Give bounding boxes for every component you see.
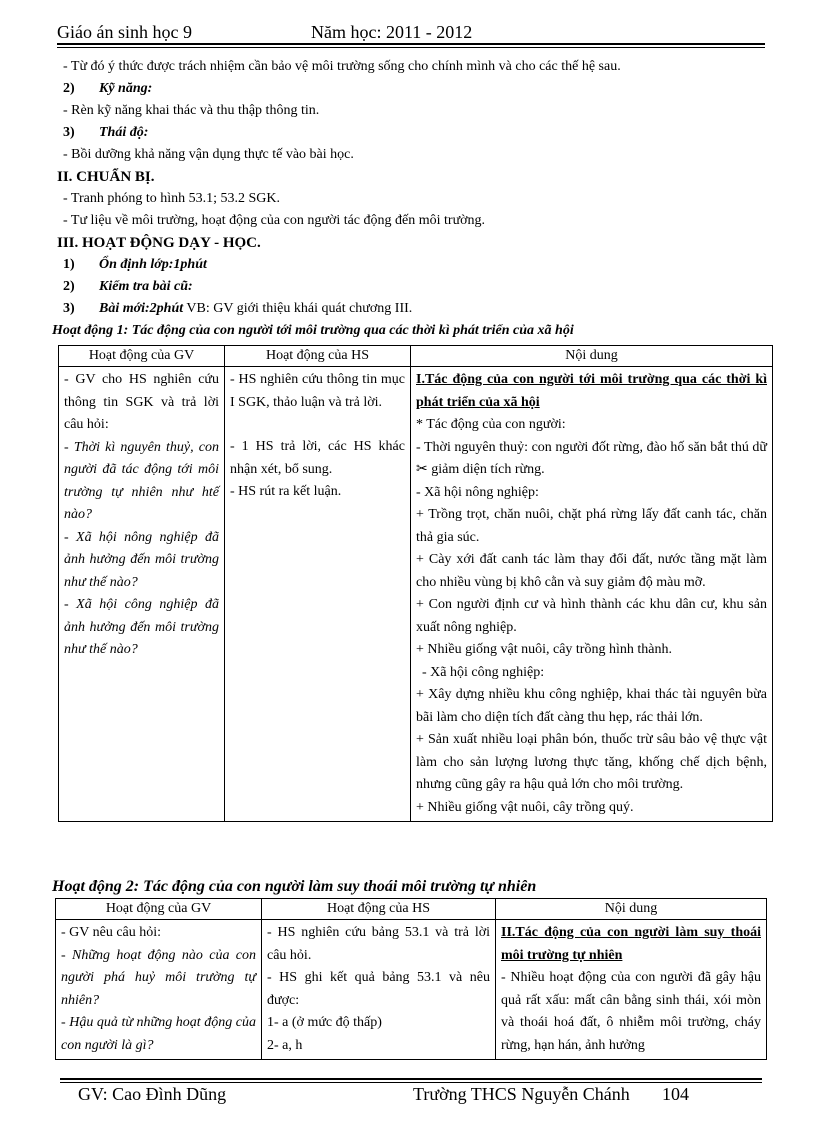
content-title: II.Tác động của con người làm suy thoái môi trường tự nhiên [501, 925, 761, 963]
activity-2-title: Hoạt động 2: Tác động của con người làm suy thoái môi trường tự nhiên [52, 878, 537, 895]
footer-divider [60, 1078, 762, 1080]
skills-heading: 2) Kỹ năng: [63, 81, 153, 96]
attitude-text: - Bồi dưỡng khả năng vận dụng thực tế vào bài học. [63, 147, 354, 162]
header-divider [57, 43, 765, 45]
column-header: Nội dung [496, 899, 767, 920]
skills-text: - Rèn kỹ năng khai thác và thu thập thông tin. [63, 103, 320, 118]
activity-1-table [58, 345, 773, 822]
school-year: Năm học: 2011 - 2012 [311, 22, 473, 42]
school-name: Trường THCS Nguyễn Chánh [413, 1084, 630, 1104]
subject-title: Giáo án sinh học 9 [57, 22, 192, 42]
attitude-heading: 3) Thái độ: [63, 125, 149, 140]
header-divider-thin [57, 47, 765, 48]
column-header: Hoạt động của HS [225, 346, 411, 367]
section-activities-title: III. HOẠT ĐỘNG DẠY - HỌC. [57, 235, 261, 251]
lesson-body [52, 56, 769, 342]
preparation-item: - Tư liệu về môi trường, hoạt động của con người tác động đến môi trường. [63, 213, 486, 228]
column-header: Hoạt động của HS [262, 899, 496, 920]
step-item: 1) Ổn định lớp:1phút [63, 257, 207, 272]
preparation-item: - Tranh phóng to hình 53.1; 53.2 SGK. [63, 191, 281, 206]
content-cell: II.Tác động của con người làm suy thoái môi trường tự nhiên - Nhiều hoạt động của con người đã gây hậu quả rất xấu: mất cân bằng sinh thái, xói mòn và thoái hoá đất, ô nhiễm môi trường, cháy rừng, hạn hán, ảnh hưởng [496, 920, 767, 1060]
student-activity-cell: - HS nghiên cứu bảng 53.1 và trả lời câu hỏi. - HS ghi kết quả bảng 53.1 và nêu được: 1- a (ở mức độ thấp) 2- a, h [262, 920, 496, 1060]
teacher-name: GV: Cao Đình Dũng [78, 1084, 227, 1104]
content-cell: I.Tác động của con người tới môi trường qua các thời kì phát triển của xã hội * Tác động của con người: - Thời nguyên thuỷ: con người đốt rừng, đào hố săn bắt thú dữ ✂ giảm diện tích rừng. - Xã hội nông nghiệp: + Trồng trọt, chăn nuôi, chặt phá rừng lấy đất canh tác, chăn thả gia súc. + Cày xới đất canh tác làm thay đổi đất, nước tầng mặt làm cho nhiều vùng bị khô cằn và suy giảm độ màu mỡ. + Con người định cư và hình thành các khu dân cư, khu sản xuất nông nghiệp. + Nhiều giống vật nuôi, cây trồng hình thành. - Xã hội công nghiệp: + Xây dựng nhiều khu công nghiệp, khai thác tài nguyên bừa bãi làm cho diện tích đất càng thu hẹp, rác thải lớn. + Sản xuất nhiều loại phân bón, thuốc trừ sâu bảo vệ thực vật làm cho sản lượng lương thực tăng, khống chế dịch bệnh, nhưng cũng gây ra hậu quả lớn cho môi trường. + Nhiều giống vật nuôi, cây trồng quý. [411, 367, 773, 822]
column-header: Nội dung [411, 346, 773, 367]
teacher-activity-cell: - GV cho HS nghiên cứu thông tin SGK và trả lời câu hỏi: - Thời kì nguyên thuỷ, con người đã tác động tới môi trường tự nhiên như htế nào? - Xã hội nông nghiệp đã ảnh hưởng đến môi trường như thế nào? - Xã hội công nghiệp đã ảnh hưởng đến môi trường như thế nào? [59, 367, 225, 822]
step-item: 3) Bài mới:2phút VB: GV giới thiệu khái quát chương III. [63, 301, 413, 316]
student-activity-cell: - HS nghiên cứu thông tin mục I SGK, thảo luận và trả lời. - 1 HS trả lời, các HS khác nhận xét, bổ sung. - HS rút ra kết luận. [225, 367, 411, 822]
section-preparation-title: II. CHUẨN BỊ. [57, 169, 155, 185]
objective-line: - Từ đó ý thức được trách nhiệm cần bảo vệ môi trường sống cho chính mình và cho các thế hệ sau. [63, 59, 621, 74]
page-header [57, 20, 765, 42]
content-title: I.Tác động của con người tới môi trường qua các thời kì phát triển của xã hội [416, 372, 767, 410]
page-number: 104 [662, 1084, 689, 1104]
activity-2-table [55, 898, 767, 1060]
teacher-activity-cell: - GV nêu câu hỏi: - Những hoạt động nào của con người phá huỷ môi trường tự nhiên? - Hậu quả từ những hoạt động của con người là gì? [56, 920, 262, 1060]
column-header: Hoạt động của GV [59, 346, 225, 367]
step-item: 2) Kiểm tra bài cũ: [63, 279, 193, 294]
column-header: Hoạt động của GV [56, 899, 262, 920]
footer-divider-thin [60, 1082, 762, 1083]
activity-1-title: Hoạt động 1: Tác động của con người tới môi trường qua các thời kì phát triển của xã hội [52, 323, 574, 338]
